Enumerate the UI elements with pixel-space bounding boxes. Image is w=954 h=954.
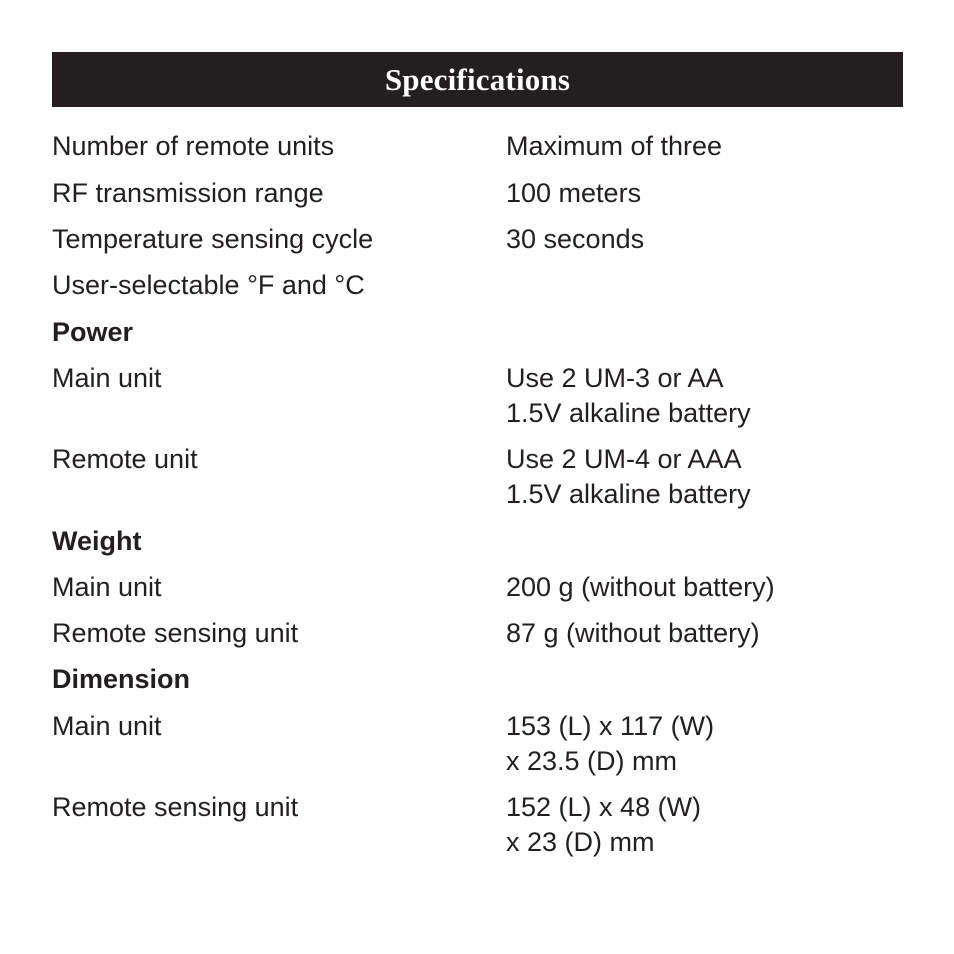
weight-remote-value: 87 g (without battery) xyxy=(506,618,760,648)
remote-units-value: Maximum of three xyxy=(506,131,723,161)
dimension-main-value-line2: x 23.5 (D) mm xyxy=(506,746,678,776)
dimension-remote-value-line1: 152 (L) x 48 (W) xyxy=(506,792,702,822)
remote-units-label: Number of remote units xyxy=(52,131,335,161)
page-title: Specifications xyxy=(384,61,571,97)
power-remote-value-line2: 1.5V alkaline battery xyxy=(506,479,751,509)
dimension-remote-value-line2: x 23 (D) mm xyxy=(506,827,655,857)
power-main-label: Main unit xyxy=(52,363,162,393)
power-main-value-line1: Use 2 UM-3 or AA xyxy=(506,363,724,393)
weight-main-label: Main unit xyxy=(52,572,162,602)
power-main-value-line2: 1.5V alkaline battery xyxy=(506,398,751,428)
dimension-heading: Dimension xyxy=(52,664,191,694)
rf-range-label: RF transmission range xyxy=(52,178,324,208)
weight-heading: Weight xyxy=(52,526,142,556)
power-heading: Power xyxy=(52,317,134,347)
dimension-remote-label: Remote sensing unit xyxy=(52,792,299,822)
temperature-units-label: User-selectable °F and °C xyxy=(52,270,365,300)
power-remote-value-line1: Use 2 UM-4 or AAA xyxy=(506,444,742,474)
power-remote-label: Remote unit xyxy=(52,444,198,474)
dimension-main-value-line1: 153 (L) x 117 (W) xyxy=(506,711,715,741)
weight-main-value: 200 g (without battery) xyxy=(506,572,775,602)
weight-remote-label: Remote sensing unit xyxy=(52,618,299,648)
sensing-cycle-value: 30 seconds xyxy=(506,224,645,254)
rf-range-value: 100 meters xyxy=(506,178,642,208)
sensing-cycle-label: Temperature sensing cycle xyxy=(52,224,374,254)
dimension-main-label: Main unit xyxy=(52,711,162,741)
title-bar xyxy=(52,52,903,107)
